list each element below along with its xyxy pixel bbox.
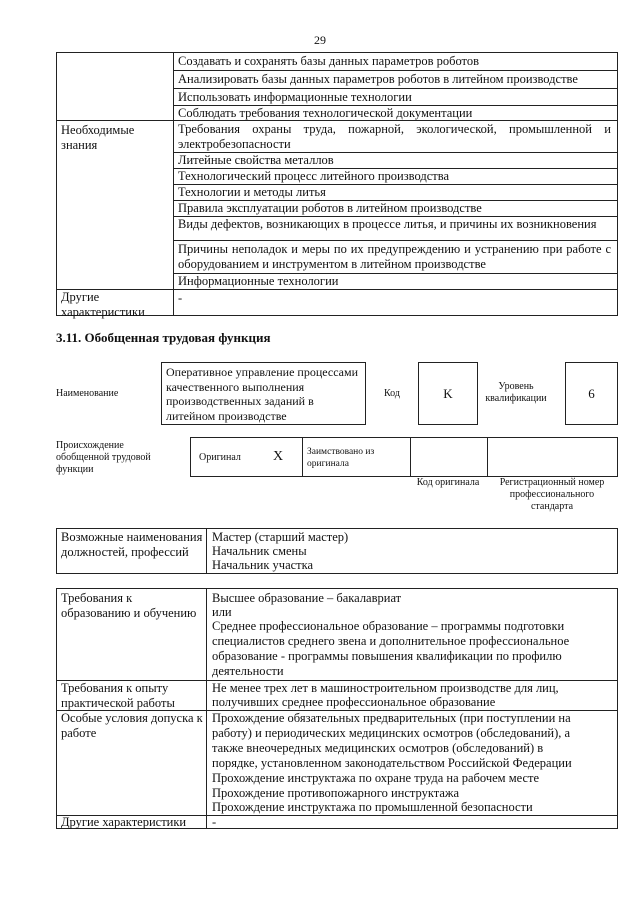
page-number: 29 — [314, 33, 326, 47]
origin-label: Происхождение обобщенной трудовой функции — [56, 440, 151, 475]
education-line: Среднее профессиональное образование – программы подготовки — [212, 619, 565, 633]
conditions-line: Прохождение инструктажа по охране труда на рабочем месте — [212, 771, 540, 785]
skill-row: Создавать и сохранять базы данных параметров роботов — [178, 54, 479, 68]
education-line: специалистов среднего звена и дополнительное профессиональное — [212, 634, 570, 648]
reg-number-label: Регистрационный номер профессионального стандарта — [499, 477, 605, 512]
level-value: 6 — [565, 362, 618, 425]
name-label: Наименование — [56, 388, 119, 399]
code-original-label: Код оригинала — [416, 477, 480, 488]
knowledge-row: Причины неполадок и меры по их предупреждению и устранению при работе с оборудованием и инструментом в литейном производстве — [178, 242, 611, 271]
original-label: Оригинал — [199, 452, 241, 463]
conditions-label: Особые условия допуска к работе — [61, 711, 203, 740]
section-title: 3.11. Обобщенная трудовая функция — [56, 330, 271, 345]
experience-line: получивших среднее профессиональное образование — [212, 695, 496, 709]
positions-label: Возможные наименования должностей, профессий — [61, 530, 203, 559]
position-item: Начальник участка — [212, 558, 314, 572]
education-line: или — [212, 605, 232, 619]
conditions-line: Прохождение обязательных предварительных (при поступлении на — [212, 711, 571, 725]
conditions-line: Прохождение противопожарного инструктажа — [212, 786, 460, 800]
skills-knowledge-table — [56, 52, 618, 319]
experience-line: Не менее трех лет в машиностроительном производстве для лиц, — [212, 681, 559, 695]
knowledge-row: Виды дефектов, возникающих в процессе литья, и причины их возникновения — [178, 217, 597, 231]
education-line: деятельности — [212, 664, 284, 678]
other-characteristics-value: - — [178, 291, 183, 305]
position-item: Начальник смены — [212, 544, 307, 558]
skill-row: Использовать информационные технологии — [178, 90, 412, 104]
code-label: Код — [384, 388, 400, 399]
education-label: Требования к образованию и обучению — [61, 591, 197, 620]
requirements-table — [56, 588, 618, 829]
origin-table — [190, 437, 618, 477]
function-name-value: Оперативное управление процессами качественного выполнения производственных заданий в литейном производстве — [161, 362, 366, 425]
experience-label: Требования к опыту практической работы — [61, 681, 175, 710]
knowledge-row: Требования охраны труда, пожарной, экологической, промышленной и электробезопасности — [178, 122, 611, 151]
knowledge-row: Технологический процесс литейного производства — [178, 169, 450, 183]
conditions-line: порядке, установленном законодательством Российской Федерации — [212, 756, 572, 770]
conditions-line: Прохождение инструктажа по промышленной безопасности — [212, 800, 533, 814]
conditions-line: также внеочередных медицинских осмотров (обследований) в — [212, 741, 544, 755]
education-line: образование - программы повышения квалификации по профилю — [212, 649, 562, 663]
skill-row: Соблюдать требования технологической документации — [178, 106, 473, 120]
other-characteristics-label: Другие характеристики — [61, 290, 145, 319]
knowledge-row: Правила эксплуатации роботов в литейном производстве — [178, 201, 482, 215]
borrowed-label: Заимствовано из оригинала — [307, 447, 375, 469]
education-line: Высшее образование – бакалавриат — [212, 591, 402, 605]
skill-row: Анализировать базы данных параметров роботов в литейном производстве — [178, 72, 578, 86]
position-item: Мастер (старший мастер) — [212, 530, 349, 544]
knowledge-label: Необходимые знания — [61, 123, 135, 152]
knowledge-row: Технологии и методы литья — [178, 185, 326, 199]
code-value: K — [418, 362, 478, 425]
original-mark: X — [273, 449, 284, 464]
knowledge-row: Информационные технологии — [178, 274, 339, 288]
positions-table — [56, 528, 618, 574]
level-label: Уровень квалификации — [485, 381, 547, 404]
knowledge-row: Литейные свойства металлов — [178, 153, 334, 167]
other-characteristics-label: Другие характеристики — [61, 815, 187, 829]
conditions-line: работу) и периодических медицинских осмотров (обследований), а — [212, 726, 571, 740]
other-characteristics-value: - — [212, 815, 217, 829]
